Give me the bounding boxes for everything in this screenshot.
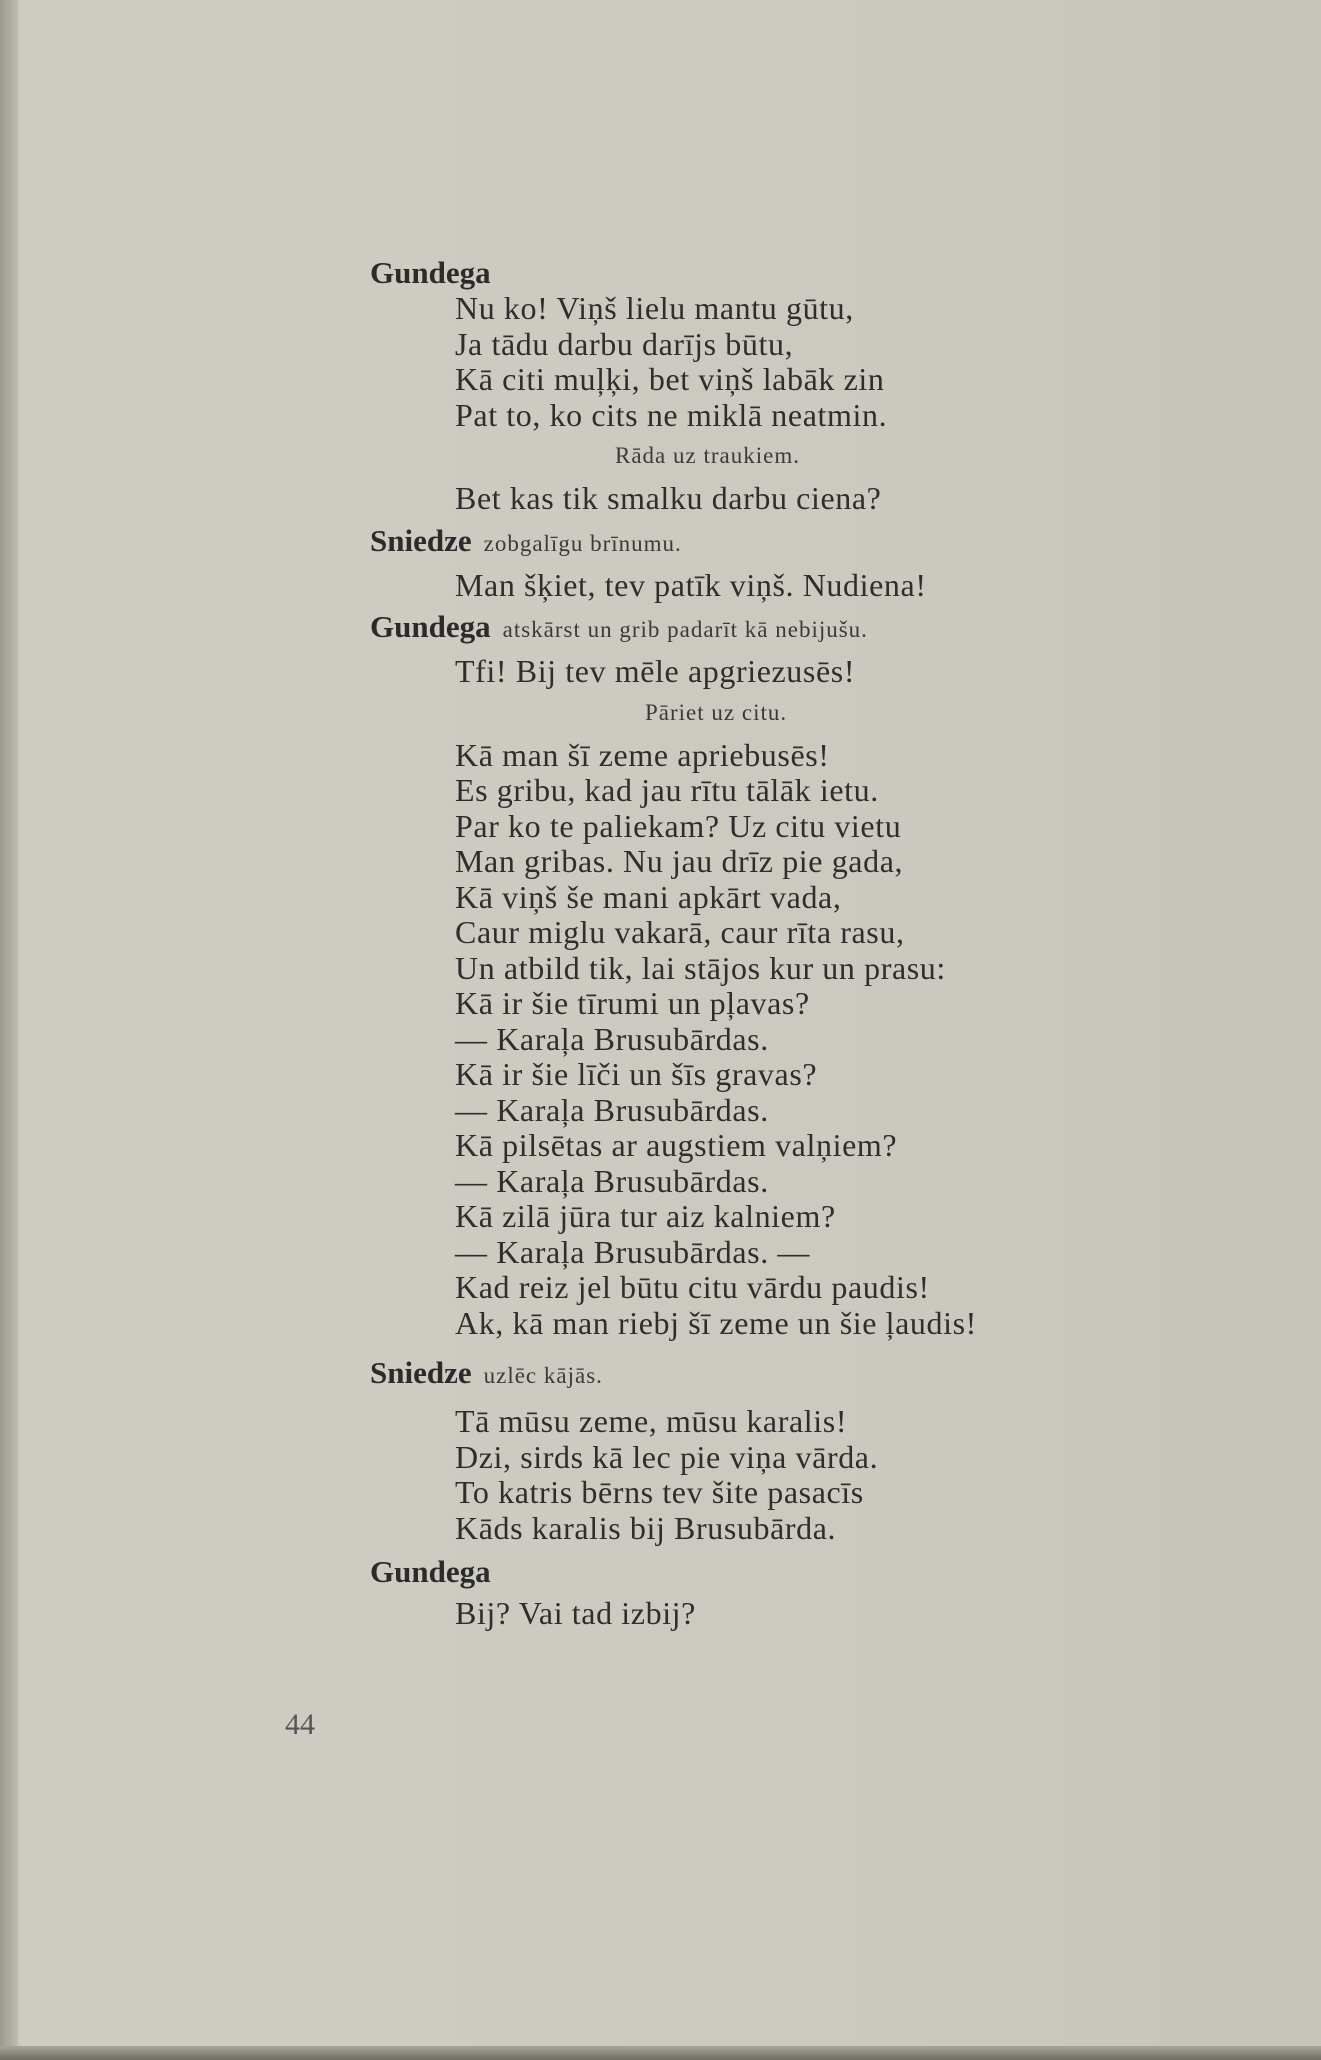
- verse-line: To katris bērns tev šite pasacīs: [455, 1474, 864, 1510]
- speaker-direction: zobgalīgu brīnumu.: [483, 530, 682, 556]
- verse-line: Kā pilsētas ar augstiem valņiem?: [455, 1127, 898, 1163]
- page-binding-edge: [0, 0, 18, 2060]
- verse-line: Pat to, ko cits ne miklā neatmin.: [455, 396, 888, 433]
- verse-line: Tfi! Bij tev mēle apgriezusēs!: [455, 653, 856, 689]
- verse-line: Par ko te paliekam? Uz citu vietu: [455, 807, 902, 844]
- verse-line: Kā viņš še mani apkārt vada,: [455, 878, 842, 915]
- verse-line: Bij? Vai tad izbij?: [455, 1595, 696, 1631]
- speaker-name: Gundega: [370, 1554, 491, 1589]
- verse-line: Kā zilā jūra tur aiz kalniem?: [455, 1198, 836, 1234]
- verse-line: Caur miglu vakarā, caur rīta rasu,: [455, 914, 905, 950]
- verse-line: Kā ir šie līči un šīs gravas?: [455, 1056, 818, 1092]
- play-text: [370, 255, 1270, 1632]
- verse-line: Bet kas tik smalku darbu ciena?: [455, 480, 882, 516]
- speaker-name: Sniedze zobgalīgu brīnumu.: [370, 522, 682, 558]
- verse-line: Man šķiet, tev patīk viņš. Nudiena!: [455, 566, 927, 603]
- verse: [455, 654, 1270, 1341]
- verse-line: — Karaļa Brusubārdas.: [455, 1091, 769, 1128]
- verse: [455, 568, 1270, 604]
- verse-line: Kā citi muļķi, bet viņš labāk zin: [455, 361, 885, 397]
- speaker-name: Gundega atskārst un grib padarīt kā nebijušu.: [370, 609, 868, 644]
- verse: [455, 1404, 1270, 1546]
- speaker-name: Sniedze uzlēc kājās.: [370, 1355, 603, 1390]
- verse: [455, 1596, 1270, 1632]
- speaker-direction: uzlēc kājās.: [483, 1363, 603, 1388]
- verse-line: Dzi, sirds kā lec pie viņa vārda.: [455, 1438, 879, 1475]
- verse-line: Kā man šī zeme apriebusēs!: [455, 736, 830, 773]
- verse-line: Kāds karalis bij Brusubārda.: [455, 1509, 837, 1546]
- verse-line: — Karaļa Brusubārdas.: [455, 1162, 769, 1199]
- verse: [455, 291, 1270, 517]
- verse-line: Ja tādu darbu darījs būtu,: [455, 325, 794, 362]
- verse-line: Un atbild tik, lai stājos kur un prasu:: [455, 949, 946, 986]
- verse-line: — Karaļa Brusubārdas. —: [455, 1233, 811, 1270]
- stage-direction: Rāda uz traukiem.: [615, 443, 800, 468]
- page-number: 44: [285, 1708, 315, 1741]
- verse-line: Kad reiz jel būtu citu vārdu paudis!: [455, 1269, 930, 1305]
- page-bottom-edge: [0, 2046, 1321, 2060]
- speaker-name: Gundega: [370, 255, 491, 290]
- verse-line: Tā mūsu zeme, mūsu karalis!: [455, 1403, 848, 1439]
- verse-line: Kā ir šie tīrumi un pļavas?: [455, 985, 810, 1021]
- verse-line: — Karaļa Brusubārdas.: [455, 1020, 769, 1057]
- speaker-direction: atskārst un grib padarīt kā nebijušu.: [502, 617, 868, 642]
- stage-direction: Pāriet uz citu.: [645, 699, 788, 725]
- verse-line: Es gribu, kad jau rītu tālāk ietu.: [455, 772, 879, 808]
- verse-line: Nu ko! Viņš lielu mantu gūtu,: [455, 290, 854, 326]
- verse-line: Ak, kā man riebj šī zeme un šie ļaudis!: [455, 1304, 977, 1341]
- verse-line: Man gribas. Nu jau drīz pie gada,: [455, 843, 904, 879]
